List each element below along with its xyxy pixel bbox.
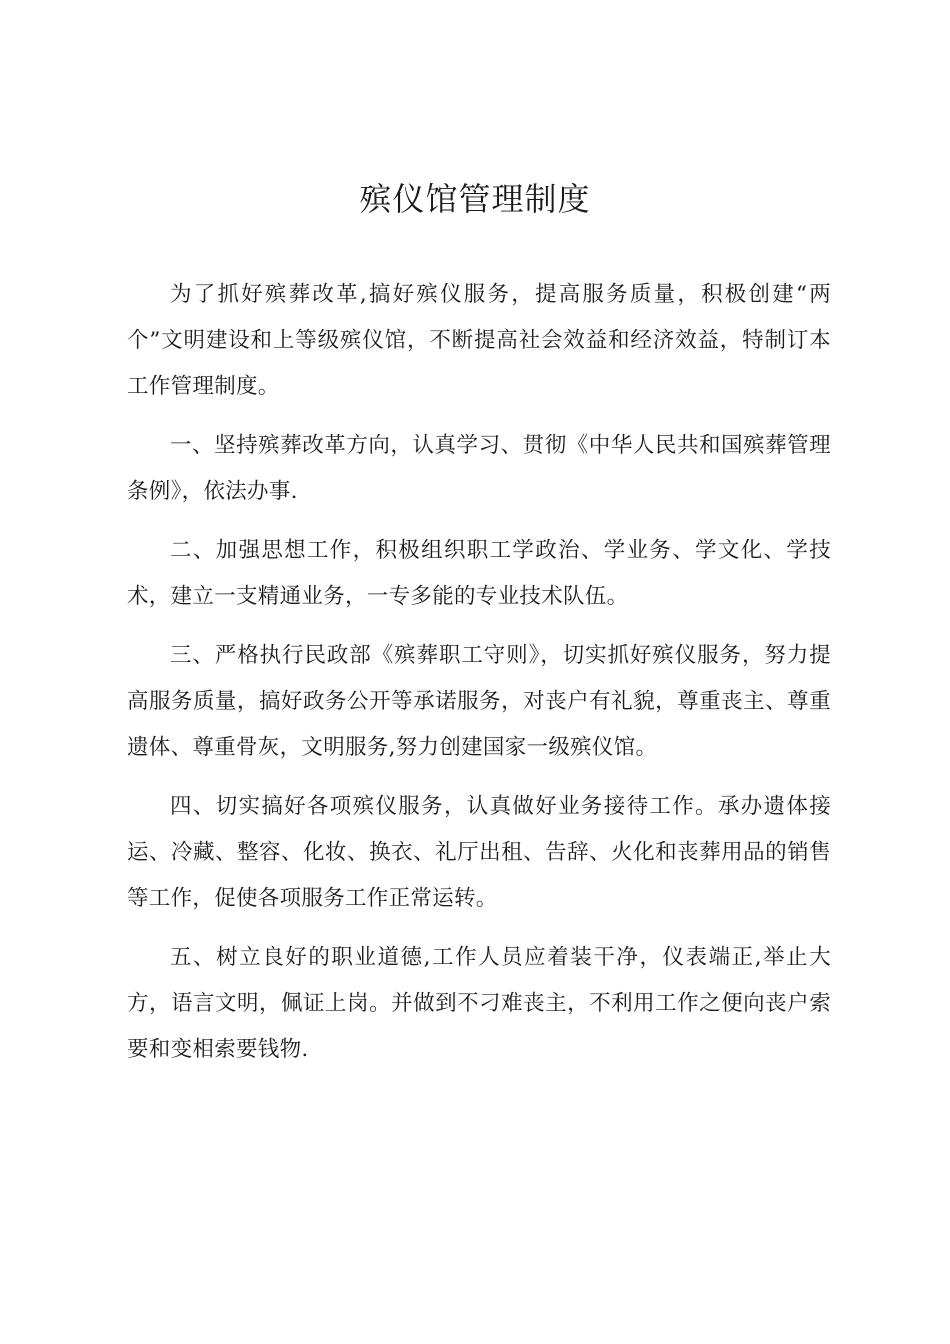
rule-paragraph-5: 五、树立良好的职业道德,工作人员应着装干净，仪表端正,举止大方，语言文明，佩证上岗。并做到不刁难丧主，不利用工作之便向丧户索要和变相索要钱物. [127, 945, 831, 1062]
rule-paragraph-2: 二、加强思想工作，积极组织职工学政治、学业务、学文化、学技术，建立一支精通业务，一专多能的专业技术队伍。 [127, 538, 831, 609]
document-body [127, 272, 831, 1086]
intro-paragraph: 为了抓好殡葬改革,搞好殡仪服务，提高服务质量，积极创建“两个”文明建设和上等级殡仪馆，不断提高社会效益和经济效益，特制订本工作管理制度。 [127, 282, 831, 399]
rule-paragraph-3: 三、严格执行民政部《殡葬职工守则》，切实抓好殡仪服务，努力提高服务质量，搞好政务公开等承诺服务，对丧户有礼貌，尊重丧主、尊重遗体、尊重骨灰，文明服务,努力创建国家一级殡仪馆。 [127, 643, 831, 760]
rule-paragraph-4: 四、切实搞好各项殡仪服务，认真做好业务接待工作。承办遗体接运、冷藏、整容、化妆、换衣、礼厅出租、告辞、火化和丧葬用品的销售等工作，促使各项服务工作正常运转。 [127, 794, 831, 911]
document-title: 殡仪馆管理制度 [359, 180, 591, 218]
rule-paragraph-1: 一、坚持殡葬改革方向，认真学习、贯彻《中华人民共和国殡葬管理条例》，依法办事. [127, 433, 831, 504]
